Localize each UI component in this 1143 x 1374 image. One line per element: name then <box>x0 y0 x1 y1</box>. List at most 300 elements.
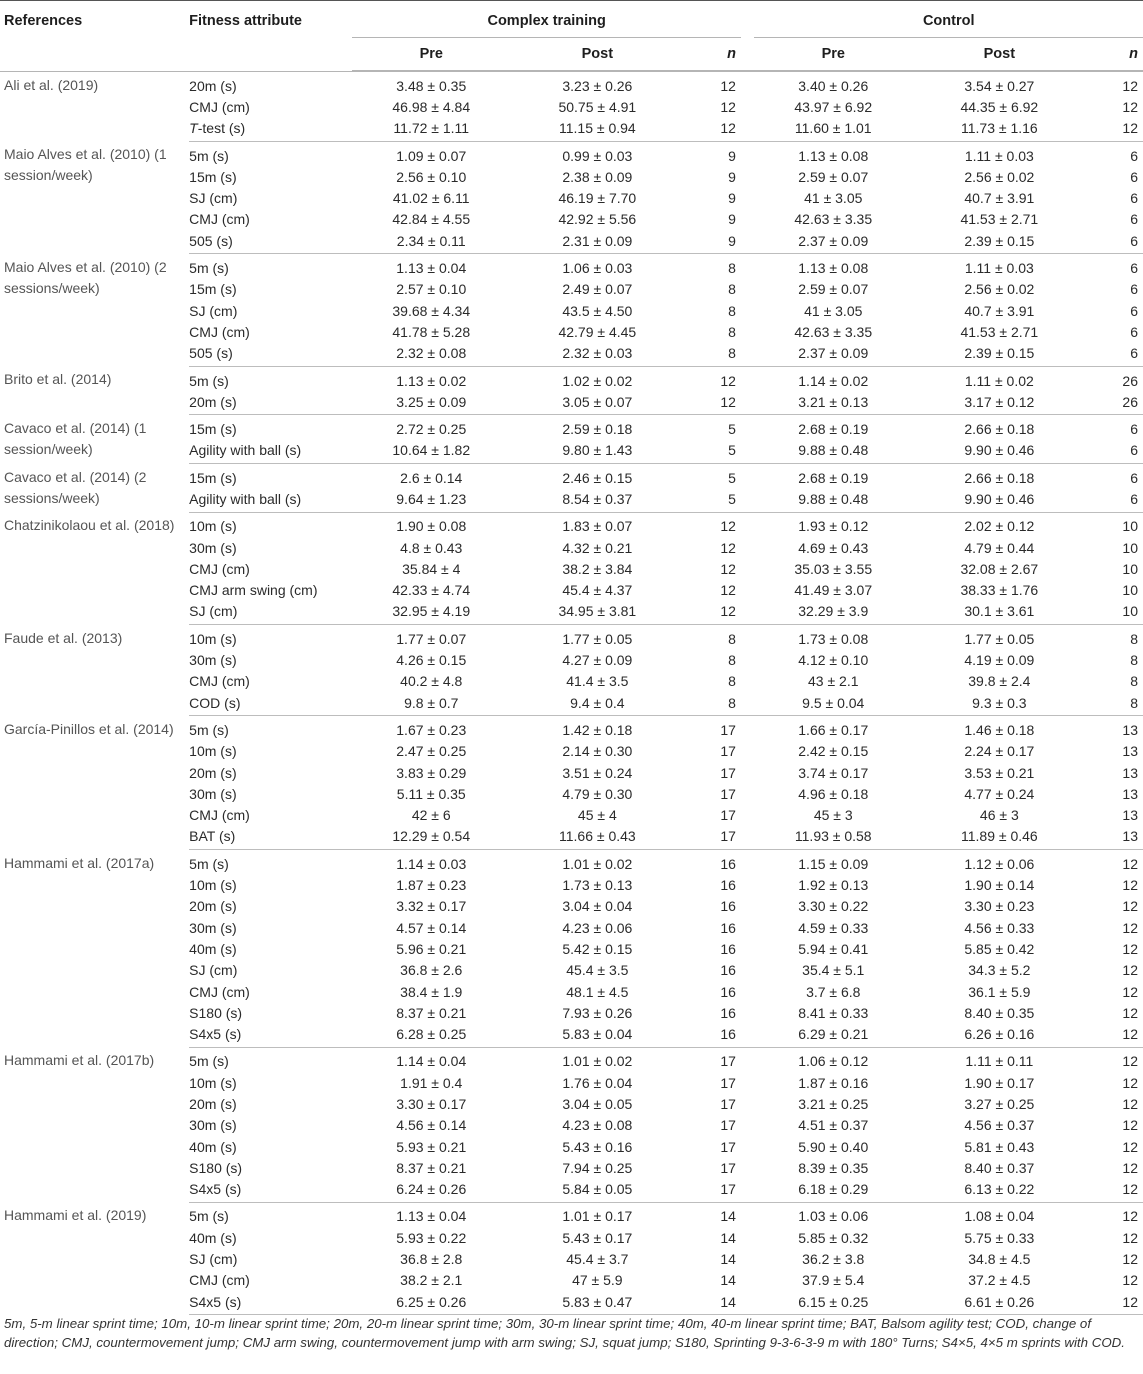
gap-cell <box>741 72 755 97</box>
control-n-cell: 6 <box>1130 302 1138 319</box>
complex-post-cell: 4.32 ± 0.21 <box>562 539 633 556</box>
complex-pre-cell: 5.11 ± 0.35 <box>396 785 466 802</box>
fitness-attribute-cell: 15m (s) <box>189 168 237 185</box>
table-row <box>0 464 1143 489</box>
gap-cell <box>741 279 755 300</box>
control-n-cell: 6 <box>1130 147 1138 164</box>
header-gap-2 <box>741 38 755 71</box>
fitness-attribute-cell: 15m (s) <box>189 469 237 486</box>
complex-n-cell: 8 <box>728 630 736 647</box>
gap-cell <box>741 741 755 762</box>
gap-cell <box>741 762 755 783</box>
control-pre-cell: 35.03 ± 3.55 <box>794 560 873 577</box>
complex-n-cell: 9 <box>728 147 736 164</box>
fitness-attribute-cell: BAT (s) <box>189 826 352 850</box>
fitness-attribute-cell: 5m (s) <box>189 372 229 389</box>
italic-t: T <box>189 120 198 137</box>
table-row <box>0 141 1143 166</box>
complex-pre-cell: 6.24 ± 0.26 <box>352 1179 510 1203</box>
control-n-cell: 6 <box>1087 488 1143 512</box>
control-post-cell: 4.19 ± 0.09 <box>964 652 1035 669</box>
control-n-cell: 12 <box>1122 1208 1138 1225</box>
complex-post-cell: 43.5 ± 4.50 <box>562 302 633 319</box>
control-n-cell: 13 <box>1122 807 1138 824</box>
control-pre-cell: 11.93 ± 0.58 <box>754 826 912 850</box>
control-post-cell: 32.08 ± 2.67 <box>960 560 1039 577</box>
gap-cell <box>741 464 755 489</box>
control-pre-cell: 3.7 ± 6.8 <box>806 983 861 1000</box>
control-pre-cell: 2.59 ± 0.07 <box>798 168 869 185</box>
control-post-cell: 1.11 ± 0.02 <box>964 372 1034 389</box>
complex-n-cell: 12 <box>720 98 736 115</box>
fitness-attribute-cell: CMJ (cm) <box>189 1272 250 1289</box>
complex-pre-cell: 4.57 ± 0.14 <box>396 919 467 936</box>
gap-cell <box>741 254 755 279</box>
control-post-cell: 5.75 ± 0.33 <box>964 1229 1035 1246</box>
complex-n-cell: 16 <box>720 1004 736 1021</box>
fitness-attribute-cell: 10m (s) <box>189 1074 237 1091</box>
complex-pre-cell: 2.6 ± 0.14 <box>400 469 463 486</box>
control-pre-cell: 3.30 ± 0.22 <box>798 898 869 915</box>
complex-pre-cell: 3.32 ± 0.17 <box>396 898 467 915</box>
control-post-cell: 9.3 ± 0.3 <box>912 692 1087 716</box>
control-pre-cell: 41 ± 3.05 <box>804 302 863 319</box>
table-row <box>0 1202 1143 1227</box>
gap-cell <box>741 1227 755 1248</box>
complex-pre-cell: 4.8 ± 0.43 <box>400 539 463 556</box>
complex-pre-cell: 1.77 ± 0.07 <box>396 630 467 647</box>
complex-pre-cell: 46.98 ± 4.84 <box>392 98 471 115</box>
complex-n-cell: 16 <box>720 983 736 1000</box>
complex-pre-cell: 38.4 ± 1.9 <box>400 983 463 1000</box>
gap-cell <box>741 1136 755 1157</box>
control-n-cell: 12 <box>1087 1179 1143 1203</box>
fitness-attribute-cell: 5m (s) <box>189 260 229 277</box>
fitness-attribute-cell: 5m (s) <box>189 1208 229 1225</box>
gap-cell <box>741 850 755 875</box>
complex-n-cell: 8 <box>728 323 736 340</box>
complex-n-cell: 8 <box>685 692 741 716</box>
control-pre-cell: 2.37 ± 0.09 <box>754 230 912 254</box>
control-n-cell: 12 <box>1122 962 1138 979</box>
complex-pre-cell: 39.68 ± 4.34 <box>392 302 471 319</box>
control-post-cell: 34.8 ± 4.5 <box>968 1251 1031 1268</box>
control-post-cell: 1.11 ± 0.03 <box>964 260 1034 277</box>
complex-post-cell: 7.93 ± 0.26 <box>562 1004 633 1021</box>
gap-cell <box>741 141 755 166</box>
control-n-cell: 12 <box>1122 1117 1138 1134</box>
complex-n-cell: 14 <box>720 1272 736 1289</box>
control-n-cell: 8 <box>1130 652 1138 669</box>
fitness-attribute-cell: CMJ (cm) <box>189 211 250 228</box>
gap-cell <box>741 440 755 464</box>
table-row <box>0 1047 1143 1072</box>
control-pre-cell: 1.13 ± 0.08 <box>798 260 869 277</box>
gap-cell <box>741 1047 755 1072</box>
header-ct-pre: Pre <box>352 38 510 71</box>
reference-cell: Maio Alves et al. (2010) (1 session/week) <box>4 146 167 184</box>
control-post-cell: 2.66 ± 0.18 <box>964 469 1035 486</box>
fitness-attribute-cell: S4x5 (s) <box>189 1291 352 1315</box>
control-post-cell: 1.90 ± 0.17 <box>964 1074 1035 1091</box>
gap-cell <box>741 321 755 342</box>
gap-cell <box>741 1270 755 1291</box>
complex-n-cell: 17 <box>720 1096 736 1112</box>
control-post-cell: 34.3 ± 5.2 <box>968 962 1031 979</box>
complex-pre-cell: 10.64 ± 1.82 <box>352 440 510 464</box>
complex-pre-cell: 1.14 ± 0.03 <box>396 855 467 872</box>
control-pre-cell: 4.69 ± 0.43 <box>798 539 869 556</box>
control-n-cell: 6 <box>1130 168 1138 185</box>
gap-cell <box>741 1023 755 1047</box>
control-n-cell: 6 <box>1087 343 1143 367</box>
complex-post-cell: 1.01 ± 0.17 <box>562 1208 633 1225</box>
complex-pre-cell: 2.34 ± 0.11 <box>352 230 510 254</box>
control-n-cell: 12 <box>1122 98 1138 115</box>
complex-post-cell: 5.83 ± 0.47 <box>510 1291 685 1315</box>
fitness-attribute-cell: 30m (s) <box>189 1117 237 1134</box>
complex-pre-cell: 1.13 ± 0.02 <box>396 372 467 389</box>
fitness-attribute-cell: 30m (s) <box>189 785 237 802</box>
complex-post-cell: 5.43 ± 0.16 <box>562 1138 633 1155</box>
gap-cell <box>741 938 755 959</box>
control-pre-cell: 4.96 ± 0.18 <box>798 785 869 802</box>
control-pre-cell: 5.90 ± 0.40 <box>798 1138 869 1155</box>
gap-cell <box>741 805 755 826</box>
complex-pre-cell: 36.8 ± 2.8 <box>400 1251 463 1268</box>
complex-n-cell: 8 <box>728 260 736 277</box>
control-pre-cell: 9.88 ± 0.48 <box>754 440 912 464</box>
gap-cell <box>741 625 755 650</box>
fitness-attribute-cell: 10m (s) <box>189 518 237 535</box>
gap-cell <box>741 716 755 741</box>
control-pre-cell: 1.92 ± 0.13 <box>798 877 869 894</box>
gap-cell <box>741 1093 755 1114</box>
complex-n-cell: 5 <box>728 421 736 438</box>
control-n-cell: 26 <box>1122 372 1138 389</box>
fitness-attribute-cell: 20m (s) <box>189 1096 237 1112</box>
complex-post-cell: 1.77 ± 0.05 <box>562 630 633 647</box>
control-n-cell: 12 <box>1122 1096 1138 1112</box>
control-post-cell: 46 ± 3 <box>979 807 1019 824</box>
complex-post-cell: 4.27 ± 0.09 <box>562 652 633 669</box>
complex-pre-cell: 5.93 ± 0.22 <box>396 1229 467 1246</box>
complex-n-cell: 16 <box>720 855 736 872</box>
control-pre-cell: 2.59 ± 0.07 <box>798 281 869 298</box>
control-n-cell: 26 <box>1087 391 1143 415</box>
gap-cell <box>741 960 755 981</box>
control-pre-cell: 42.63 ± 3.35 <box>794 211 873 228</box>
control-n-cell: 13 <box>1122 764 1138 781</box>
control-n-cell: 6 <box>1130 421 1138 438</box>
control-n-cell: 13 <box>1122 743 1138 760</box>
complex-pre-cell: 8.37 ± 0.21 <box>396 1159 467 1176</box>
control-n-cell: 12 <box>1122 77 1138 94</box>
header-gap <box>741 1 755 39</box>
control-pre-cell: 5.85 ± 0.32 <box>798 1229 869 1246</box>
control-post-cell: 3.53 ± 0.21 <box>964 764 1035 781</box>
complex-post-cell: 3.05 ± 0.07 <box>510 391 685 415</box>
complex-pre-cell: 3.25 ± 0.09 <box>352 391 510 415</box>
control-pre-cell: 9.88 ± 0.48 <box>754 488 912 512</box>
complex-post-cell: 1.01 ± 0.02 <box>562 1053 633 1070</box>
fitness-attribute-cell: 5m (s) <box>189 1053 229 1070</box>
complex-pre-cell: 1.67 ± 0.23 <box>396 721 467 738</box>
complex-n-cell: 16 <box>685 1023 741 1047</box>
control-label: Control <box>754 11 1143 38</box>
control-pre-cell: 35.4 ± 5.1 <box>802 962 865 979</box>
complex-n-cell: 12 <box>720 582 736 599</box>
control-post-cell: 36.1 ± 5.9 <box>968 983 1031 1000</box>
gap-cell <box>741 783 755 804</box>
complex-pre-cell: 9.64 ± 1.23 <box>352 488 510 512</box>
control-n-cell: 10 <box>1122 539 1138 556</box>
fitness-attribute-cell: 40m (s) <box>189 940 237 957</box>
complex-pre-cell: 3.83 ± 0.29 <box>396 764 467 781</box>
fitness-attribute-cell: CMJ (cm) <box>189 98 250 115</box>
complex-post-cell: 48.1 ± 4.5 <box>566 983 629 1000</box>
complex-pre-cell: 42.84 ± 4.55 <box>392 211 471 228</box>
control-post-cell: 11.73 ± 1.16 <box>912 118 1087 142</box>
complex-post-cell: 45.4 ± 3.5 <box>566 962 629 979</box>
fitness-attribute-cell: CMJ (cm) <box>189 983 250 1000</box>
fitness-attribute-cell: 10m (s) <box>189 743 237 760</box>
fitness-attribute-cell: SJ (cm) <box>189 1251 238 1268</box>
complex-post-cell: 46.19 ± 7.70 <box>558 190 637 207</box>
control-pre-cell: 4.59 ± 0.33 <box>798 919 869 936</box>
fitness-attribute-cell: 30m (s) <box>189 652 237 669</box>
gap-cell <box>741 343 755 367</box>
control-post-cell: 4.56 ± 0.33 <box>964 919 1035 936</box>
header-group-complex-training <box>352 1 741 39</box>
gap-cell <box>741 1002 755 1023</box>
control-pre-cell: 1.87 ± 0.16 <box>798 1074 869 1091</box>
complex-pre-cell: 5.93 ± 0.21 <box>396 1138 467 1155</box>
complex-post-cell: 7.94 ± 0.25 <box>562 1159 633 1176</box>
complex-pre-cell: 32.95 ± 4.19 <box>352 601 510 625</box>
control-pre-cell: 6.18 ± 0.29 <box>754 1179 912 1203</box>
control-n-cell: 8 <box>1130 673 1138 690</box>
header-c-post: Post <box>912 38 1087 71</box>
complex-n-cell: 17 <box>720 1138 736 1155</box>
gap-cell <box>741 981 755 1002</box>
gap-cell <box>741 391 755 415</box>
complex-post-cell: 45 ± 4 <box>577 807 617 824</box>
complex-post-cell: 1.06 ± 0.03 <box>562 260 633 277</box>
gap-cell <box>741 209 755 230</box>
control-pre-cell: 2.37 ± 0.09 <box>754 343 912 367</box>
complex-post-cell: 2.14 ± 0.30 <box>562 743 633 760</box>
complex-n-cell: 16 <box>720 962 736 979</box>
complex-post-cell: 3.51 ± 0.24 <box>562 764 633 781</box>
complex-post-cell: 41.4 ± 3.5 <box>566 673 629 690</box>
control-post-cell: 38.33 ± 1.76 <box>960 582 1039 599</box>
complex-post-cell: 1.02 ± 0.02 <box>562 372 633 389</box>
table-row <box>0 625 1143 650</box>
complex-n-cell: 12 <box>720 560 736 577</box>
gap-cell <box>741 896 755 917</box>
control-n-cell: 10 <box>1087 601 1143 625</box>
control-post-cell: 3.30 ± 0.23 <box>964 898 1035 915</box>
complex-post-cell: 1.01 ± 0.02 <box>562 855 633 872</box>
fitness-attribute-cell: 30m (s) <box>189 539 237 556</box>
gap-cell <box>741 649 755 670</box>
complex-post-cell: 45.4 ± 3.7 <box>566 1251 629 1268</box>
complex-post-cell: 0.99 ± 0.03 <box>562 147 633 164</box>
fitness-attribute-cell: 20m (s) <box>189 764 237 781</box>
control-post-cell: 5.85 ± 0.42 <box>964 940 1035 957</box>
control-post-cell: 2.02 ± 0.12 <box>964 518 1035 535</box>
control-post-cell: 3.17 ± 0.12 <box>912 391 1087 415</box>
control-n-cell: 12 <box>1122 1053 1138 1070</box>
complex-n-cell: 17 <box>720 807 736 824</box>
control-n-cell: 12 <box>1122 1159 1138 1176</box>
fitness-attribute-cell: 15m (s) <box>189 281 237 298</box>
complex-n-cell: 8 <box>728 302 736 319</box>
fitness-attribute-cell: CMJ (cm) <box>189 807 250 824</box>
fitness-attribute-cell: 5m (s) <box>189 147 229 164</box>
control-n-cell: 6 <box>1130 281 1138 298</box>
control-post-cell: 4.56 ± 0.37 <box>964 1117 1035 1134</box>
control-pre-cell: 41.49 ± 3.07 <box>794 582 873 599</box>
complex-post-cell: 9.4 ± 0.4 <box>510 692 685 716</box>
control-pre-cell: 1.15 ± 0.09 <box>798 855 869 872</box>
control-post-cell: 5.81 ± 0.43 <box>964 1138 1035 1155</box>
complex-post-cell: 5.83 ± 0.04 <box>510 1023 685 1047</box>
control-pre-cell: 1.73 ± 0.08 <box>798 630 869 647</box>
control-pre-cell: 2.68 ± 0.19 <box>798 469 869 486</box>
complex-post-cell: 1.76 ± 0.04 <box>562 1074 633 1091</box>
control-pre-cell: 6.29 ± 0.21 <box>754 1023 912 1047</box>
complex-n-cell: 8 <box>728 673 736 690</box>
fitness-attribute-cell: SJ (cm) <box>189 601 352 625</box>
control-post-cell: 2.39 ± 0.15 <box>912 343 1087 367</box>
complex-n-cell: 16 <box>720 898 736 915</box>
complex-post-cell: 42.92 ± 5.56 <box>558 211 637 228</box>
gap-cell <box>741 1202 755 1227</box>
control-n-cell: 6 <box>1130 469 1138 486</box>
control-post-cell: 4.77 ± 0.24 <box>964 785 1035 802</box>
complex-pre-cell: 6.28 ± 0.25 <box>352 1023 510 1047</box>
fitness-attribute-cell: 40m (s) <box>189 1229 237 1246</box>
complex-post-cell: 1.42 ± 0.18 <box>562 721 633 738</box>
complex-pre-cell: 41.78 ± 5.28 <box>392 323 471 340</box>
table-row <box>0 512 1143 537</box>
control-post-cell: 2.66 ± 0.18 <box>964 421 1035 438</box>
control-post-cell: 6.61 ± 0.26 <box>912 1291 1087 1315</box>
gap-cell <box>741 230 755 254</box>
control-pre-cell: 43 ± 2.1 <box>808 673 859 690</box>
complex-pre-cell: 42 ± 6 <box>411 807 451 824</box>
complex-pre-cell: 4.56 ± 0.14 <box>396 1117 467 1134</box>
control-n-cell: 6 <box>1087 230 1143 254</box>
header-c-pre: Pre <box>754 38 912 71</box>
complex-pre-cell: 1.91 ± 0.4 <box>400 1074 463 1091</box>
complex-n-cell: 17 <box>720 721 736 738</box>
complex-post-cell: 34.95 ± 3.81 <box>510 601 685 625</box>
gap-cell <box>741 601 755 625</box>
control-post-cell: 1.11 ± 0.03 <box>964 147 1034 164</box>
control-pre-cell: 1.13 ± 0.08 <box>798 147 869 164</box>
complex-pre-cell: 5.96 ± 0.21 <box>396 940 467 957</box>
complex-pre-cell: 9.8 ± 0.7 <box>352 692 510 716</box>
complex-n-cell: 9 <box>728 168 736 185</box>
control-post-cell: 1.08 ± 0.04 <box>964 1208 1035 1225</box>
control-pre-cell: 1.93 ± 0.12 <box>798 518 869 535</box>
complex-pre-cell: 1.13 ± 0.04 <box>396 1208 467 1225</box>
reference-cell: Faude et al. (2013) <box>4 629 123 646</box>
control-n-cell: 12 <box>1122 940 1138 957</box>
fitness-attribute-cell: SJ (cm) <box>189 962 238 979</box>
complex-pre-cell: 2.57 ± 0.10 <box>396 281 467 298</box>
table-row <box>0 415 1143 440</box>
complex-post-cell: 5.42 ± 0.15 <box>562 940 633 957</box>
fitness-attribute-cell: 5m (s) <box>189 721 229 738</box>
control-post-cell: 8.40 ± 0.37 <box>964 1159 1035 1176</box>
table-row <box>0 850 1143 875</box>
control-post-cell: 11.89 ± 0.46 <box>912 826 1087 850</box>
gap-cell <box>741 512 755 537</box>
control-n-cell: 12 <box>1122 898 1138 915</box>
complex-post-cell: 47 ± 5.9 <box>572 1272 623 1289</box>
control-post-cell: 8.40 ± 0.35 <box>964 1004 1035 1021</box>
control-n-cell: 6 <box>1130 323 1138 340</box>
gap-cell <box>741 118 755 142</box>
complex-post-cell: 4.79 ± 0.30 <box>562 785 633 802</box>
control-n-cell: 12 <box>1122 1251 1138 1268</box>
complex-n-cell: 8 <box>728 652 736 669</box>
control-n-cell: 6 <box>1130 260 1138 277</box>
control-pre-cell: 11.60 ± 1.01 <box>754 118 912 142</box>
control-post-cell: 41.53 ± 2.71 <box>960 323 1039 340</box>
table-row <box>0 254 1143 279</box>
control-post-cell: 3.27 ± 0.25 <box>964 1096 1035 1112</box>
fitness-attribute-cell: Agility with ball (s) <box>189 488 352 512</box>
complex-n-cell: 12 <box>720 372 736 389</box>
control-post-cell: 40.7 ± 3.91 <box>964 190 1035 207</box>
header-c-n: n <box>1087 38 1143 71</box>
control-pre-cell: 6.15 ± 0.25 <box>754 1291 912 1315</box>
complex-pre-cell: 41.02 ± 6.11 <box>392 190 470 207</box>
complex-n-cell: 17 <box>720 764 736 781</box>
gap-cell <box>741 1291 755 1315</box>
fitness-attribute-cell: 15m (s) <box>189 421 237 438</box>
fitness-attribute-cell: 5m (s) <box>189 855 229 872</box>
control-pre-cell: 8.39 ± 0.35 <box>798 1159 869 1176</box>
gap-cell <box>741 187 755 208</box>
control-pre-cell: 5.94 ± 0.41 <box>798 940 869 957</box>
complex-post-cell: 42.79 ± 4.45 <box>558 323 637 340</box>
control-pre-cell: 8.41 ± 0.33 <box>798 1004 869 1021</box>
control-post-cell: 40.7 ± 3.91 <box>964 302 1035 319</box>
reference-cell: Hammami et al. (2017a) <box>4 854 155 871</box>
complex-n-cell: 8 <box>685 343 741 367</box>
control-n-cell: 12 <box>1122 1229 1138 1246</box>
complex-post-cell: 45.4 ± 4.37 <box>562 582 633 599</box>
control-post-cell: 4.79 ± 0.44 <box>964 539 1035 556</box>
table-footnote: 5m, 5-m linear sprint time; 10m, 10-m linear sprint time; 20m, 20-m linear sprint time; 30m, 30-m linear sprint time; 40m, 40-m linear sprint time; BAT, Balsom agility test; COD, change of direction; CMJ, countermovement jump; CMJ arm swing, countermovement jump with arm swing; SJ, squat jump; S180, Sprinting 9-3-6-3-9 m with 180° Turns; S4×5, 4×5 m sprints with COD. <box>4 1316 1125 1350</box>
reference-cell: García-Pinillos et al. (2014) <box>4 720 174 737</box>
complex-n-cell: 16 <box>720 940 736 957</box>
control-n-cell: 6 <box>1130 190 1138 207</box>
header-fitness-attribute: Fitness attribute <box>189 1 352 71</box>
header-group-control <box>754 1 1143 39</box>
control-post-cell: 1.90 ± 0.14 <box>964 877 1035 894</box>
control-post-cell: 9.90 ± 0.46 <box>912 440 1087 464</box>
complex-n-cell: 14 <box>720 1208 736 1225</box>
table-row <box>0 716 1143 741</box>
complex-n-cell: 8 <box>728 281 736 298</box>
